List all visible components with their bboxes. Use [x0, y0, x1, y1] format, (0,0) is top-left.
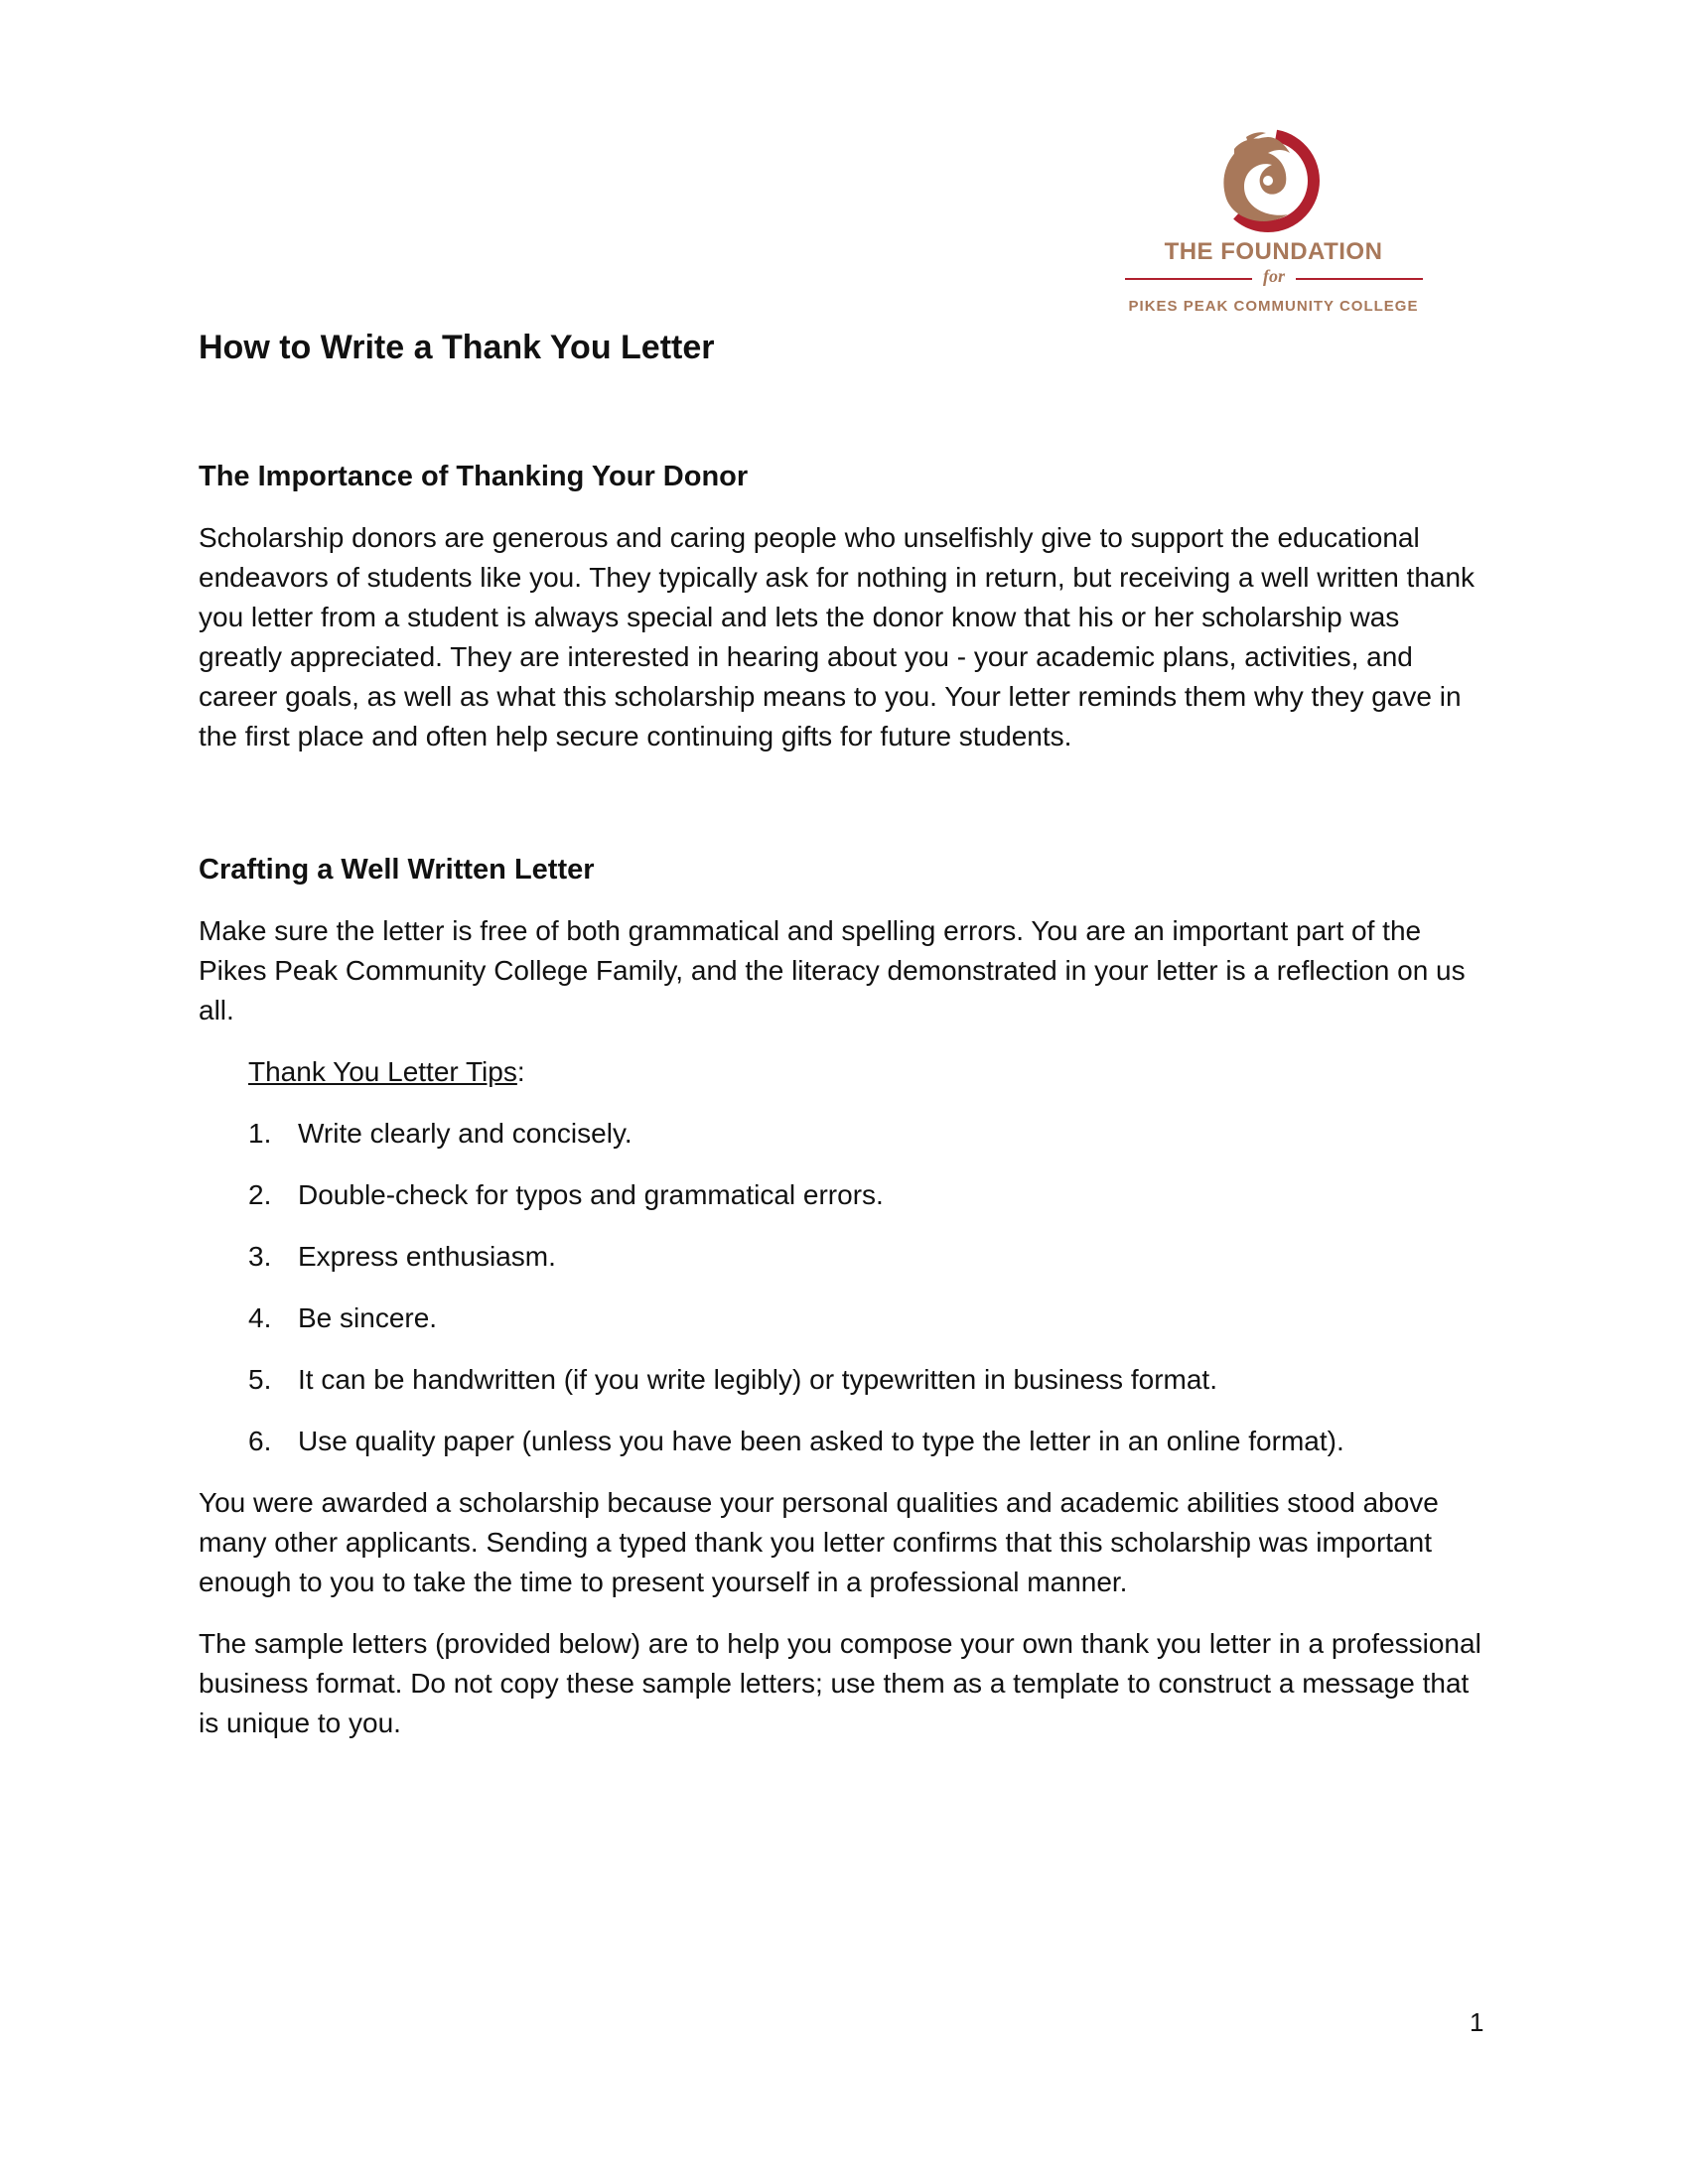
list-item [248, 1114, 1489, 1154]
tips-list [199, 1114, 1489, 1461]
tips-heading-colon: : [516, 1056, 525, 1087]
phoenix-swirl-icon [1117, 129, 1430, 233]
logo-for: for [1263, 266, 1285, 286]
page-number: 1 [1470, 2007, 1484, 2037]
list-item [248, 1360, 1489, 1400]
list-item-number: 4. [248, 1302, 272, 1333]
foundation-logo [1117, 129, 1430, 328]
paragraph-sample-letters: The sample letters (provided below) are to help you compose your own thank you letter in a professional business format. Do not copy these sample letters; use them as a template to construct a message that is unique to you. [199, 1628, 1481, 1738]
list-item [248, 1237, 1489, 1277]
document-body [199, 328, 1489, 1743]
section-heading-importance: The Importance of Thanking Your Donor [199, 461, 749, 492]
page-title: How to Write a Thank You Letter [199, 329, 715, 366]
logo-divider-right [1296, 278, 1423, 280]
paragraph-awarded: You were awarded a scholarship because your personal qualities and academic abilities stood above many other applicants. Sending a typed thank you letter confirms that this scholarship was important enough to you to take the time to present yourself in a professional manner. [199, 1487, 1439, 1597]
list-item-text: Use quality paper (unless you have been asked to type the letter in an online format). [298, 1426, 1344, 1456]
list-item-text: Be sincere. [298, 1302, 438, 1333]
list-item-text: Write clearly and concisely. [298, 1118, 633, 1149]
list-item-number: 5. [248, 1364, 272, 1395]
tips-heading [248, 1052, 1489, 1092]
section-heading-crafting: Crafting a Well Written Letter [199, 854, 595, 886]
list-item-text: Double-check for typos and grammatical errors. [298, 1179, 884, 1210]
list-item-number: 1. [248, 1118, 272, 1149]
list-item [248, 1175, 1489, 1215]
logo-title: THE FOUNDATION [1164, 238, 1383, 265]
tips-heading-label: Thank You Letter Tips [248, 1056, 517, 1087]
list-item-text: It can be handwritten (if you write legibly) or typewritten in business format. [298, 1364, 1217, 1395]
list-item [248, 1422, 1489, 1461]
paragraph-crafting: Make sure the letter is free of both grammatical and spelling errors. You are an important part of the Pikes Peak Community College Family, and the literacy demonstrated in your letter is a reflection on us all. [199, 915, 1466, 1025]
paragraph-importance: Scholarship donors are generous and caring people who unselfishly give to support the educational endeavors of students like you. They typically ask for nothing in return, but receiving a well written thank you letter from a student is always special and lets the donor know that his or her scholarship was greatly appreciated. They are interested in hearing about you - your academic plans, activities, and career goals, as well as what this scholarship means to you. Your letter reminds them why they gave in the first place and often help secure continuing gifts for future students. [199, 522, 1476, 751]
list-item-number: 6. [248, 1426, 272, 1456]
list-item-text: Express enthusiasm. [298, 1241, 556, 1272]
list-item-number: 3. [248, 1241, 272, 1272]
list-item-number: 2. [248, 1179, 272, 1210]
logo-for-row [1125, 268, 1423, 288]
list-item [248, 1298, 1489, 1338]
logo-subtitle: PIKES PEAK COMMUNITY COLLEGE [1128, 298, 1419, 315]
